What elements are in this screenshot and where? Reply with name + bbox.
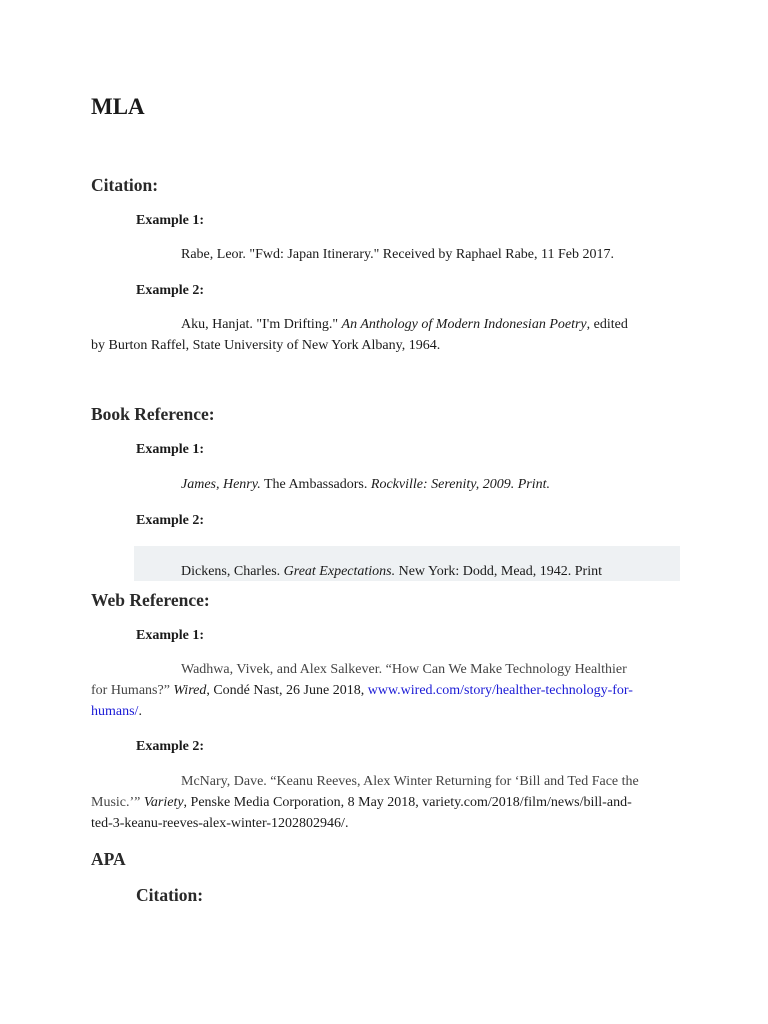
book-example-1-title: The Ambassadors.	[260, 477, 371, 492]
book-example-1-text	[181, 477, 550, 493]
web-example-2-publication: Variety	[143, 795, 184, 810]
apa-heading: APA	[91, 849, 126, 869]
web-example-1-publication: Wired	[173, 683, 207, 698]
citation-example-2-title: An Anthology of Modern Indonesian Poetry	[341, 317, 587, 332]
book-example-1-author: James, Henry.	[181, 477, 261, 492]
mla-heading: MLA	[91, 94, 145, 119]
citation-example-2-author: Aku, Hanjat. "I'm Drifting."	[181, 317, 342, 332]
web-example-2-line-3: ted-3-keanu-reeves-alex-winter-1202802946/.	[91, 816, 349, 831]
book-example-1-label: Example 1:	[136, 442, 205, 457]
web-example-2-title-end: Music.’”	[91, 795, 144, 810]
web-example-1-line-3	[91, 704, 142, 720]
citation-example-2-suffix: , edited	[586, 317, 628, 332]
apa-citation-heading: Citation:	[136, 885, 204, 905]
web-example-1-line-2	[91, 683, 633, 699]
book-example-2-text	[181, 564, 602, 580]
wired-link[interactable]: www.wired.com/story/healther-technology-for-	[367, 683, 633, 698]
web-example-1-details: , Condé Nast, 26 June 2018,	[206, 683, 368, 698]
book-example-2-title: Great Expectations.	[283, 564, 396, 579]
citation-example-1-text: Rabe, Leor. "Fwd: Japan Itinerary." Received by Raphael Rabe, 11 Feb 2017.	[181, 247, 614, 262]
web-example-1-period: .	[138, 704, 142, 719]
citation-example-2-line-2: by Burton Raffel, State University of New York Albany, 1964.	[91, 338, 441, 353]
book-example-1-publisher: Rockville: Serenity, 2009. Print.	[370, 477, 550, 492]
web-example-2-label: Example 2:	[136, 739, 205, 754]
citation-example-1-label: Example 1:	[136, 213, 205, 228]
web-example-1-line-1: Wadhwa, Vivek, and Alex Salkever. “How Can We Make Technology Healthier	[181, 662, 627, 677]
web-example-2-details: , Penske Media Corporation, 8 May 2018, variety.com/2018/film/news/bill-and-	[183, 795, 632, 810]
citation-example-2-line-1	[181, 317, 628, 333]
book-reference-heading: Book Reference:	[91, 404, 215, 424]
web-example-2-line-1: McNary, Dave. “Keanu Reeves, Alex Winter Returning for ‘Bill and Ted Face the	[181, 774, 639, 789]
citation-heading: Citation:	[91, 175, 159, 195]
wired-link-continued[interactable]: humans/	[91, 704, 139, 719]
web-example-1-label: Example 1:	[136, 628, 205, 643]
book-example-2-publisher: New York: Dodd, Mead, 1942. Print	[395, 564, 602, 579]
book-example-2-author: Dickens, Charles.	[181, 564, 284, 579]
web-example-1-title-end: for Humans?”	[91, 683, 174, 698]
citation-example-2-label: Example 2:	[136, 283, 205, 298]
web-reference-heading: Web Reference:	[91, 590, 210, 610]
web-example-2-line-2	[91, 795, 632, 811]
book-example-2-label: Example 2:	[136, 513, 205, 528]
